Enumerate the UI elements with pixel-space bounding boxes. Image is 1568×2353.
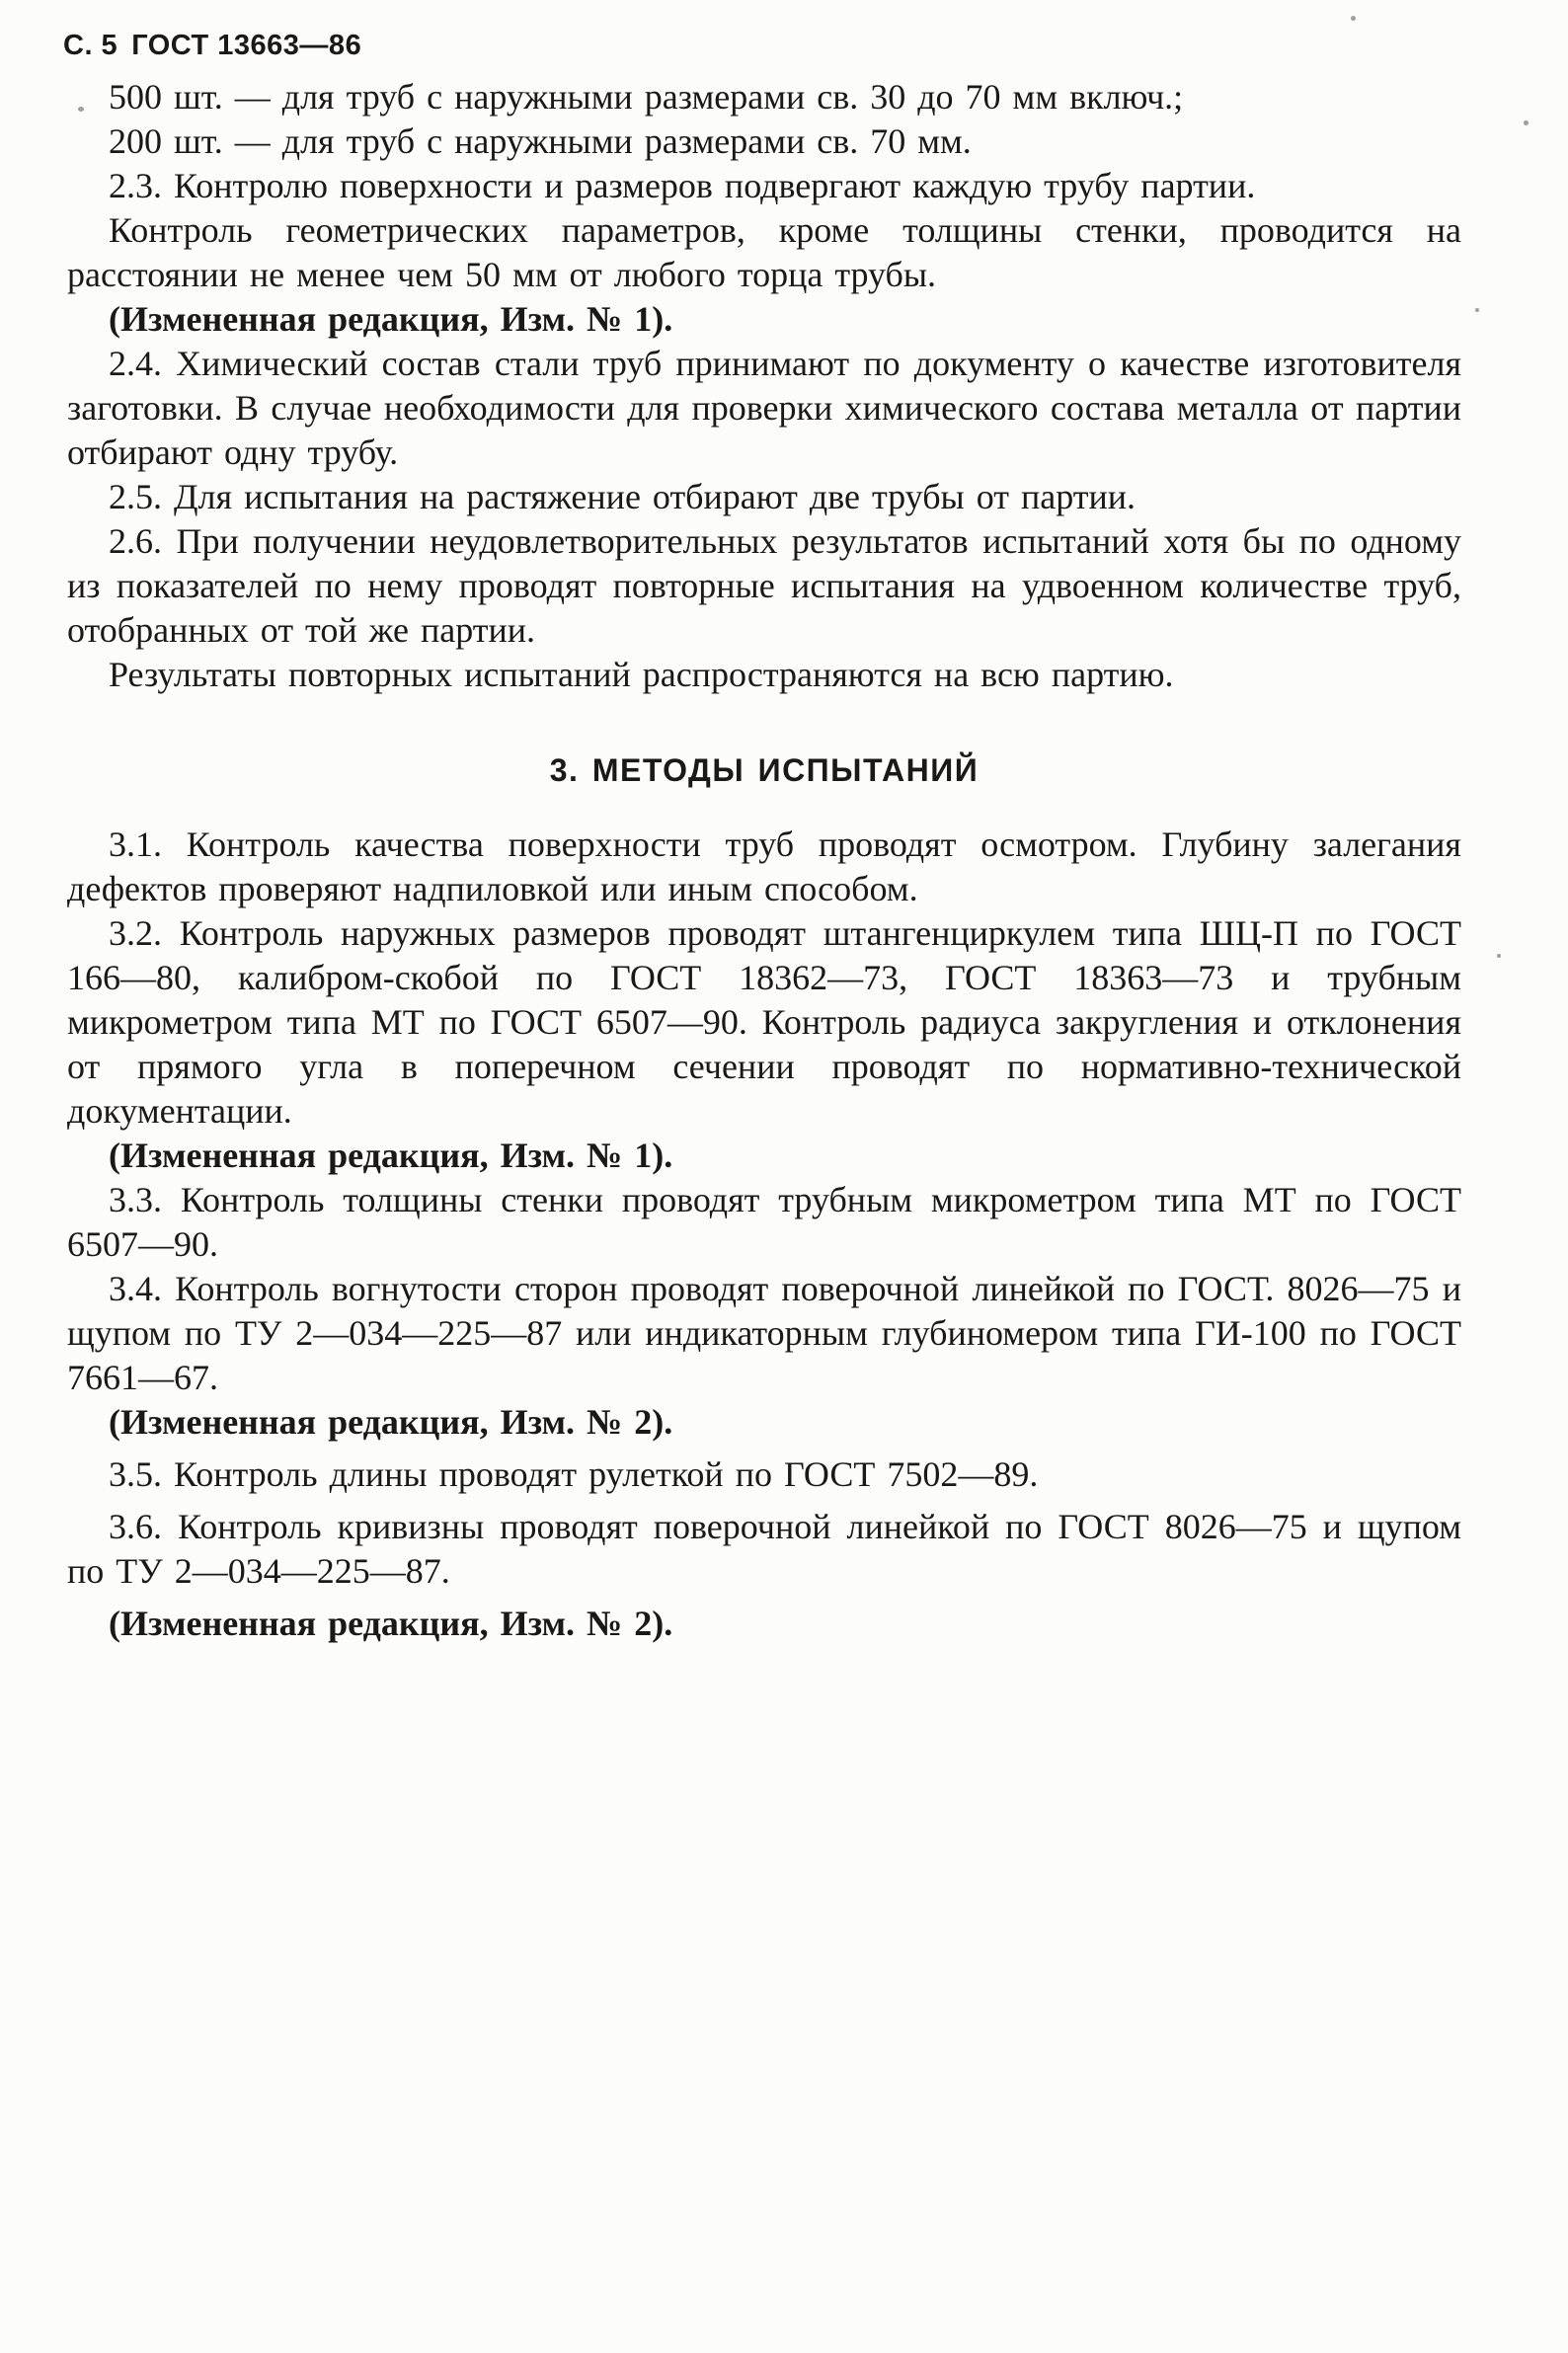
scan-speck <box>1497 954 1501 958</box>
scan-speck <box>1475 308 1479 312</box>
clause-2-3: 2.3. Контролю поверхности и размеров подвергают каждую трубу партии. <box>109 166 1256 205</box>
clause-3-2: 3.2. Контроль наружных размеров проводят штангенциркулем типа ШЦ-П по ГОСТ 166—80, калибром-скобой по ГОСТ 18362—73, ГОСТ 18363—73 и трубным микрометром типа МТ по ГОСТ 6507—90. Контроль радиуса закругления и отклонения от прямого угла в поперечном сечении проводят по нормативно-технической документации. <box>67 913 1461 1131</box>
clause-3-3: 3.3. Контроль толщины стенки проводят трубным микрометром типа МТ по ГОСТ 6507—90. <box>67 1180 1461 1264</box>
standard-number-label: ГОСТ 13663—86 <box>131 30 362 61</box>
clause-2-4: 2.4. Химический состав стали труб принимают по документу о качестве изготовителя заготовки. В случае необходимости для проверки химического состава металла от партии отбирают одну трубу. <box>67 344 1461 472</box>
clause-3-6: 3.6. Контроль кривизны проводят поверочной линейкой по ГОСТ 8026—75 и щупом по ТУ 2—034—225—87. <box>67 1507 1461 1591</box>
section-heading-test-methods: 3. МЕТОДЫ ИСПЫТАНИЙ <box>549 752 980 788</box>
page-header <box>63 30 361 62</box>
scan-speck <box>78 107 84 112</box>
amendment-note-4: (Измененная редакция, Изм. № 2). <box>109 1604 673 1643</box>
clause-3-4: 3.4. Контроль вогнутости сторон проводят поверочной линейкой по ГОСТ. 8026—75 и щупом по ТУ 2—034—225—87 или индикаторным глубиномером типа ГИ-100 по ГОСТ 7661—67. <box>67 1269 1461 1397</box>
scan-speck <box>1351 16 1356 21</box>
clause-3-5: 3.5. Контроль длины проводят рулеткой по ГОСТ 7502—89. <box>109 1454 1039 1494</box>
document-body <box>67 75 1461 1646</box>
clause-3-1: 3.1. Контроль качества поверхности труб проводят осмотром. Глубину залегания дефектов проверяют надпиловкой или иным способом. <box>67 824 1461 908</box>
clause-2-5: 2.5. Для испытания на растяжение отбирают две трубы от партии. <box>109 477 1136 516</box>
clause-2-6: 2.6. При получении неудовлетворительных результатов испытаний хотя бы по одному из показателей по нему проводят повторные испытания на удвоенном количестве труб, отобранных от той же партии. <box>67 521 1461 650</box>
amendment-note-2: (Измененная редакция, Изм. № 1). <box>109 1136 673 1175</box>
clause-2-6-results: Результаты повторных испытаний распространяются на всю партию. <box>109 655 1174 694</box>
clause-2-3-continued: Контроль геометрических параметров, кроме толщины стенки, проводится на расстоянии не менее чем 50 мм от любого торца трубы. <box>67 210 1461 294</box>
list-item-500-pcs: 500 шт. — для труб с наружными размерами св. 30 до 70 мм включ.; <box>109 77 1184 117</box>
page-number-label: С. 5 <box>63 30 118 61</box>
scan-speck <box>1524 120 1529 125</box>
amendment-note-3: (Измененная редакция, Изм. № 2). <box>109 1402 673 1442</box>
list-item-200-pcs: 200 шт. — для труб с наружными размерами св. 70 мм. <box>109 121 972 161</box>
amendment-note-1: (Измененная редакция, Изм. № 1). <box>109 299 673 339</box>
